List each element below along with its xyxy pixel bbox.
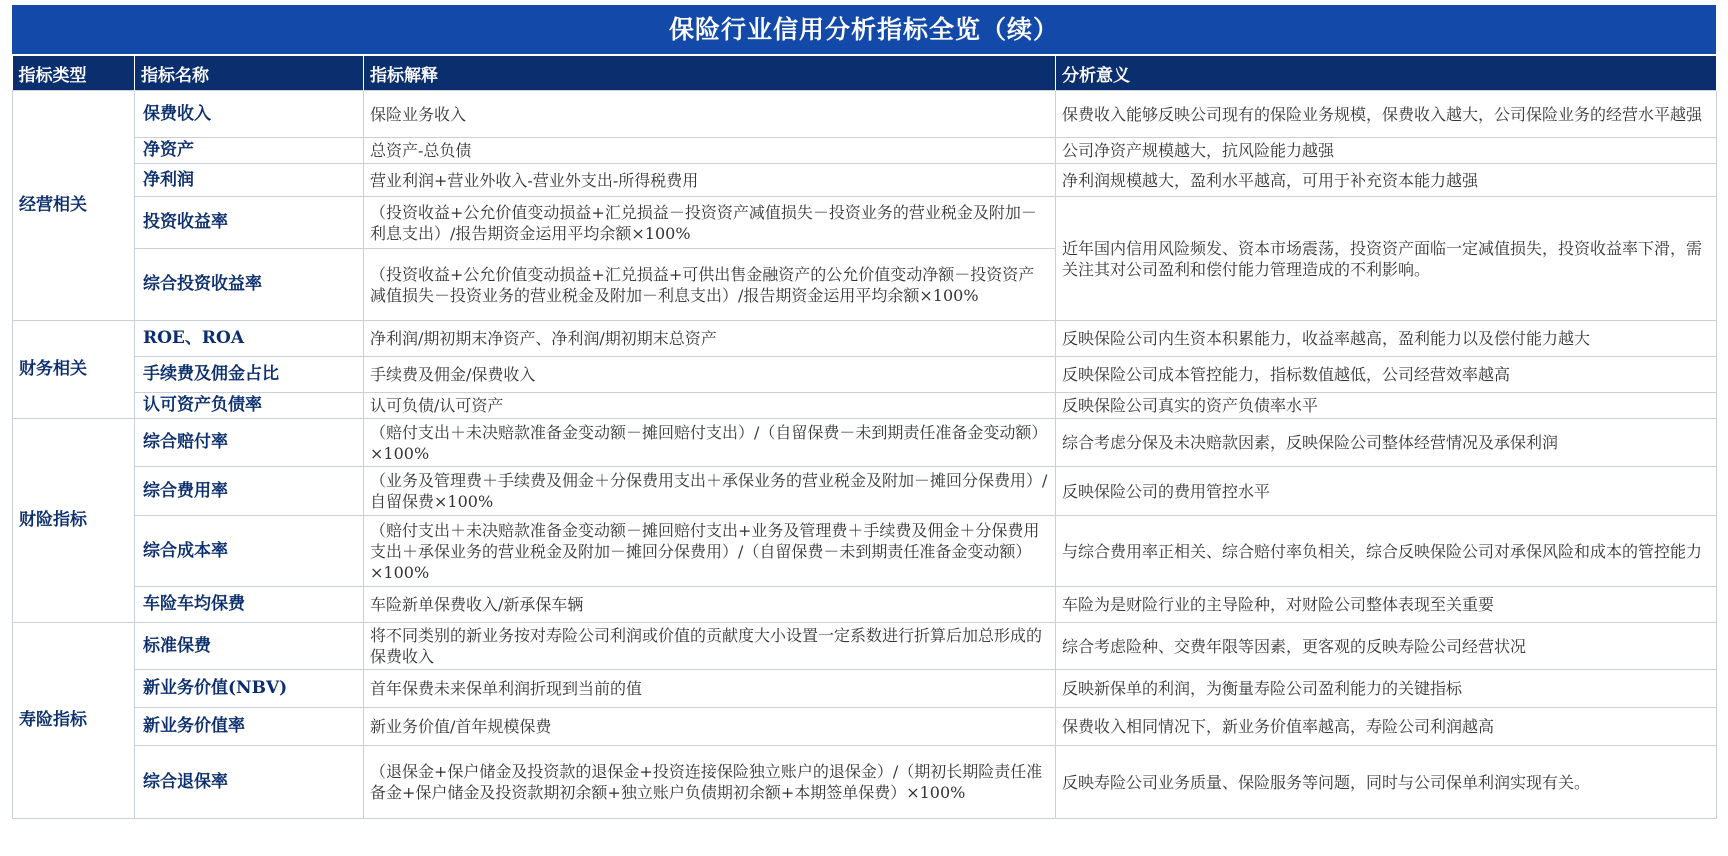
table-row: [13, 467, 1717, 516]
indicator-definition: 净利润/期初期末净资产、净利润/期初期末总资产: [364, 321, 1056, 357]
table-row: [13, 708, 1717, 746]
indicator-name: 车险车均保费: [135, 587, 364, 623]
page-title: 保险行业信用分析指标全览（续）: [12, 5, 1716, 54]
indicator-significance: 净利润规模越大，盈利水平越高，可用于补充资本能力越强: [1056, 164, 1717, 197]
indicator-significance: 反映寿险公司业务质量、保险服务等问题，同时与公司保单利润实现有关。: [1056, 746, 1717, 819]
table-row: [13, 587, 1717, 623]
indicator-definition: 总资产-总负债: [364, 138, 1056, 164]
indicator-name: 净资产: [135, 138, 364, 164]
indicator-name: 投资收益率: [135, 197, 364, 249]
table-row: [13, 419, 1717, 467]
indicator-significance: 车险为是财险行业的主导险种，对财险公司整体表现至关重要: [1056, 587, 1717, 623]
indicator-significance: 近年国内信用风险频发、资本市场震荡，投资资产面临一定减值损失，投资收益率下滑，需关注其对公司盈利和偿付能力管理造成的不利影响。: [1056, 197, 1717, 321]
header-definition: 指标解释: [364, 56, 1056, 91]
category-cell: 经营相关: [13, 91, 135, 321]
indicator-name: 新业务价值(NBV): [135, 670, 364, 708]
table-header-row: [13, 56, 1717, 91]
indicator-definition: 首年保费未来保单利润折现到当前的值: [364, 670, 1056, 708]
indicator-name: 综合投资收益率: [135, 249, 364, 321]
indicator-name: 保费收入: [135, 91, 364, 138]
indicator-name: ROE、ROA: [135, 321, 364, 357]
indicator-significance: 反映保险公司真实的资产负债率水平: [1056, 393, 1717, 419]
header-name: 指标名称: [135, 56, 364, 91]
indicator-significance: 反映新保单的利润，为衡量寿险公司盈利能力的关键指标: [1056, 670, 1717, 708]
indicator-name: 标准保费: [135, 623, 364, 670]
indicator-definition: 车险新单保费收入/新承保车辆: [364, 587, 1056, 623]
header-significance: 分析意义: [1056, 56, 1717, 91]
indicator-definition: （赔付支出＋未决赔款准备金变动额－摊回赔付支出+业务及管理费＋手续费及佣金＋分保费用支出＋承保业务的营业税金及附加－摊回分保费用）/（自留保费－未到期责任准备金变动额）×100%: [364, 516, 1056, 587]
indicator-name: 综合退保率: [135, 746, 364, 819]
indicator-definition: 手续费及佣金/保费收入: [364, 357, 1056, 393]
table-row: [13, 321, 1717, 357]
indicator-name: 手续费及佣金占比: [135, 357, 364, 393]
table-row: [13, 91, 1717, 138]
table-row: [13, 670, 1717, 708]
indicator-name: 净利润: [135, 164, 364, 197]
indicator-name: 综合费用率: [135, 467, 364, 516]
indicator-significance: 反映保险公司成本管控能力，指标数值越低，公司经营效率越高: [1056, 357, 1717, 393]
table-row: [13, 393, 1717, 419]
indicator-definition: （赔付支出＋未决赔款准备金变动额－摊回赔付支出）/（自留保费－未到期责任准备金变动额）×100%: [364, 419, 1056, 467]
indicator-significance: 综合考虑险种、交费年限等因素，更客观的反映寿险公司经营状况: [1056, 623, 1717, 670]
indicator-definition: 认可负债/认可资产: [364, 393, 1056, 419]
indicator-name: 认可资产负债率: [135, 393, 364, 419]
indicator-definition: 保险业务收入: [364, 91, 1056, 138]
table-row: [13, 623, 1717, 670]
indicator-significance: 保费收入能够反映公司现有的保险业务规模，保费收入越大，公司保险业务的经营水平越强: [1056, 91, 1717, 138]
indicator-definition: （业务及管理费＋手续费及佣金＋分保费用支出＋承保业务的营业税金及附加－摊回分保费用）/自留保费×100%: [364, 467, 1056, 516]
indicator-definition: 新业务价值/首年规模保费: [364, 708, 1056, 746]
indicator-significance: 反映保险公司的费用管控水平: [1056, 467, 1717, 516]
table-row: [13, 357, 1717, 393]
indicator-table-page: [12, 5, 1716, 819]
category-cell: 财险指标: [13, 419, 135, 623]
table-row: [13, 746, 1717, 819]
table-row: [13, 197, 1717, 249]
indicator-definition: 将不同类别的新业务按对寿险公司利润或价值的贡献度大小设置一定系数进行折算后加总形成的保费收入: [364, 623, 1056, 670]
indicator-definition: （投资收益+公允价值变动损益+汇兑损益－投资资产减值损失－投资业务的营业税金及附加－利息支出）/报告期资金运用平均余额×100%: [364, 197, 1056, 249]
indicator-table: [12, 56, 1717, 819]
indicator-definition: 营业利润+营业外收入-营业外支出-所得税费用: [364, 164, 1056, 197]
table-row: [13, 138, 1717, 164]
category-cell: 财务相关: [13, 321, 135, 419]
indicator-significance: 保费收入相同情况下，新业务价值率越高，寿险公司利润越高: [1056, 708, 1717, 746]
indicator-name: 新业务价值率: [135, 708, 364, 746]
indicator-significance: 与综合费用率正相关、综合赔付率负相关，综合反映保险公司对承保风险和成本的管控能力: [1056, 516, 1717, 587]
indicator-definition: （投资收益+公允价值变动损益+汇兑损益+可供出售金融资产的公允价值变动净额－投资资产减值损失－投资业务的营业税金及附加－利息支出）/报告期资金运用平均余额×100%: [364, 249, 1056, 321]
indicator-definition: （退保金+保户储金及投资款的退保金+投资连接保险独立账户的退保金）/（期初长期险责任准备金+保户储金及投资款期初余额+独立账户负债期初余额+本期签单保费）×100%: [364, 746, 1056, 819]
indicator-name: 综合赔付率: [135, 419, 364, 467]
table-row: [13, 164, 1717, 197]
header-category: 指标类型: [13, 56, 135, 91]
table-row: [13, 516, 1717, 587]
indicator-name: 综合成本率: [135, 516, 364, 587]
indicator-significance: 反映保险公司内生资本积累能力，收益率越高，盈利能力以及偿付能力越大: [1056, 321, 1717, 357]
indicator-significance: 综合考虑分保及未决赔款因素，反映保险公司整体经营情况及承保利润: [1056, 419, 1717, 467]
indicator-significance: 公司净资产规模越大，抗风险能力越强: [1056, 138, 1717, 164]
category-cell: 寿险指标: [13, 623, 135, 819]
